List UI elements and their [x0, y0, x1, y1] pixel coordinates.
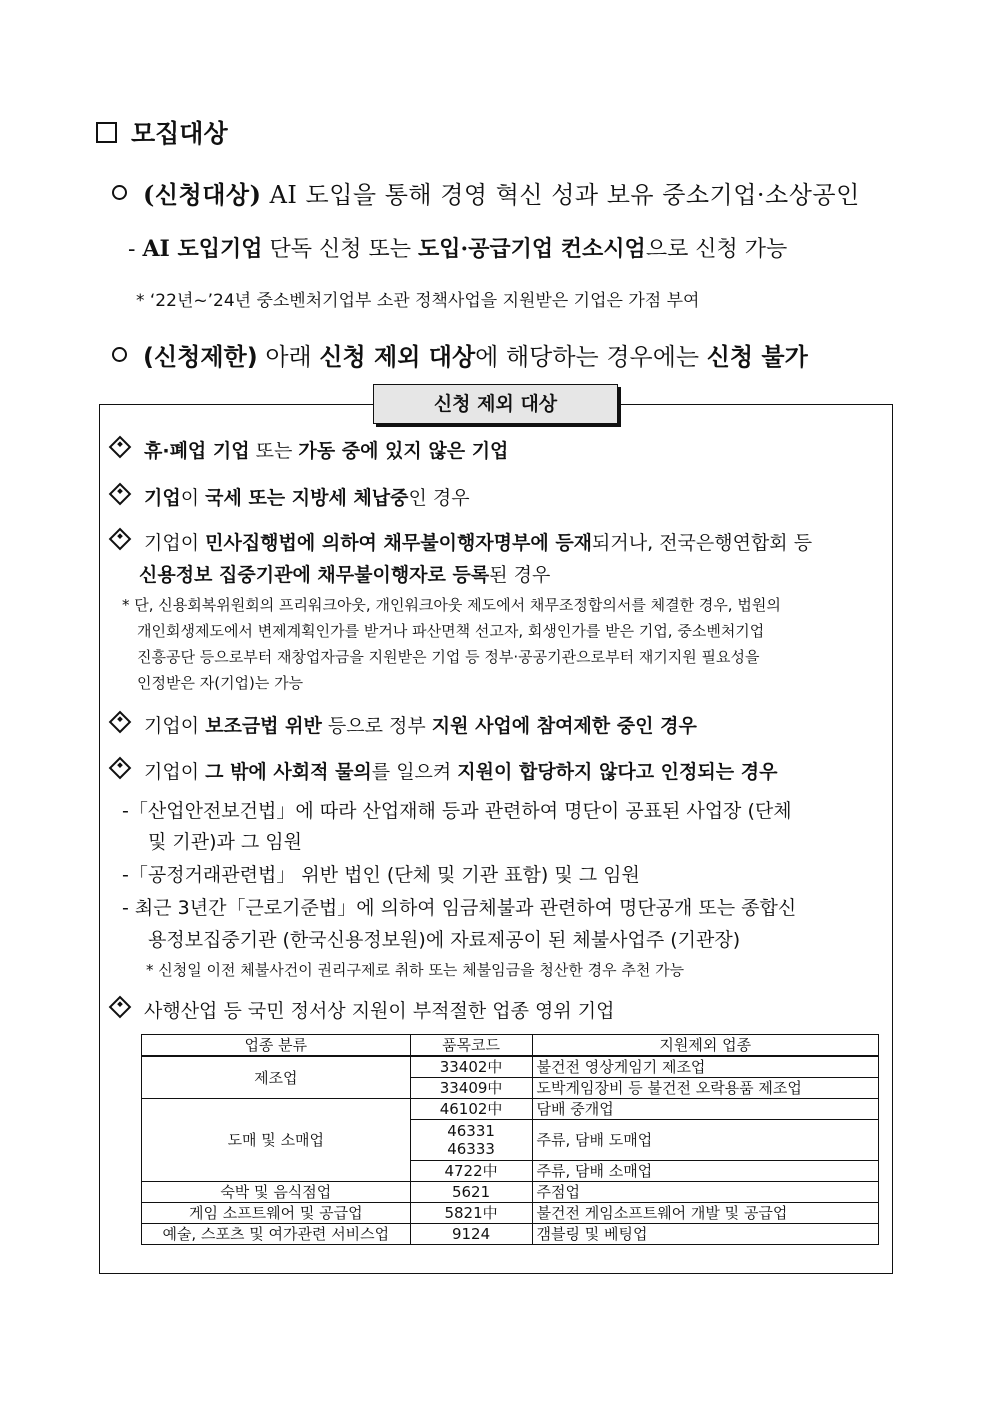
table-row: [142, 1182, 879, 1203]
cell-category: 게임 소프트웨어 및 공급업: [142, 1203, 411, 1224]
target-sub-bold-2: 도입·공급기업 컨소시엄: [417, 236, 646, 262]
limit-text-2: 에 해당하는 경우에는: [475, 343, 707, 371]
cell-industry: 불건전 게임소프트웨어 개발 및 공급업: [532, 1203, 879, 1224]
diamond-bullet-icon: [109, 483, 132, 506]
cell-code-line-1: 46331: [447, 1122, 495, 1140]
exclusion-title: 신청 제외 대상: [373, 384, 618, 424]
header-industry: 지원제외 업종: [532, 1035, 879, 1057]
exclusion-item-4: [108, 711, 697, 738]
cell-code: [410, 1120, 532, 1161]
item2-bold-1: 기업: [144, 487, 181, 509]
cell-code-line-2: 46333: [447, 1140, 495, 1158]
item4-bold-1: 보조금법 위반: [205, 715, 322, 737]
dash-marker: -: [128, 237, 143, 262]
table-header-row: [142, 1035, 879, 1057]
cell-category: 예술, 스포츠 및 여가관련 서비스업: [142, 1224, 411, 1245]
exclusion-item-3-cont: [139, 560, 550, 587]
diamond-bullet-icon: [109, 528, 132, 551]
sub-item-2: -「공정거래관련법」 위반 법인 (단체 및 기관 표함) 및 그 임원: [122, 864, 640, 886]
exclusion-item-1: [108, 436, 508, 463]
cell-industry: 주점업: [532, 1182, 879, 1203]
item5-text-1: 기업이: [144, 761, 206, 783]
exclusion-item-2: [108, 483, 470, 510]
item1-text-1: 또는: [249, 440, 299, 462]
target-line: [112, 175, 860, 210]
item3-bold-2: 신용정보 집중기관에 채무불이행자로 등록: [139, 564, 490, 586]
item2-text-2: 인 경우: [408, 487, 470, 509]
sub-item-note: * 신청일 이전 체불사건이 권리구제로 취하 또는 체불임금을 청산한 경우 추천 가능: [146, 961, 685, 979]
item3-text-3: 된 경우: [489, 564, 551, 586]
cell-code: 46102中: [410, 1099, 532, 1120]
sub-item-3-line-1: - 최근 3년간「근로기준법」에 의하여 임금체불과 관련하여 명단공개 또는 종합신: [122, 897, 797, 919]
cell-code: 33402中: [410, 1056, 532, 1078]
cell-industry: 갬블링 및 베팅업: [532, 1224, 879, 1245]
item4-bold-2: 지원 사업에 참여제한 중인 경우: [431, 715, 697, 737]
diamond-bullet-icon: [109, 711, 132, 734]
item5-text-2: 를 일으켜: [371, 761, 458, 783]
cell-category: 제조업: [142, 1056, 411, 1099]
diamond-bullet-icon: [109, 436, 132, 459]
diamond-bullet-icon: [109, 757, 132, 780]
target-sub: [128, 232, 787, 263]
exclusion-item-3: [108, 528, 812, 555]
table-row: [142, 1056, 879, 1078]
item1-bold-2: 가동 중에 있지 않은 기업: [298, 440, 509, 462]
target-note: * ‘22년~’24년 중소벤처기업부 소관 정책사업을 지원받은 기업은 가점 부여: [136, 291, 700, 311]
limit-bold-2: 신청 불가: [706, 343, 808, 371]
cell-industry: 담배 중개업: [532, 1099, 879, 1120]
limit-line: [112, 337, 808, 372]
item3-note-line-3: 진흥공단 등으로부터 재창업자금을 지원받은 기업 등 정부·공공기관으로부터 재기지원 필요성을: [137, 648, 760, 666]
sub-item-1-line-2: 및 기관)과 그 임원: [148, 831, 303, 853]
table-row: [142, 1203, 879, 1224]
table-row: [142, 1224, 879, 1245]
checkbox-square-icon: [96, 122, 117, 143]
header-category: 업종 분류: [142, 1035, 411, 1057]
limit-label: (신청제한): [143, 343, 258, 371]
item5-bold-2: 지원이 합당하지 않다고 인정되는 경우: [457, 761, 778, 783]
section-title: [96, 114, 228, 150]
limit-text-1: 아래: [257, 343, 320, 371]
item3-text-2: 되거나, 전국은행연합회 등: [592, 532, 813, 554]
cell-code: 5821中: [410, 1203, 532, 1224]
limit-bold-1: 신청 제외 대상: [319, 343, 476, 371]
cell-industry: 불건전 영상게임기 제조업: [532, 1056, 879, 1078]
item2-bold-2: 국세 또는 지방세 체납중: [205, 487, 409, 509]
exclusion-item-5: [108, 757, 777, 784]
circle-bullet-icon: [112, 347, 127, 362]
item3-text-1: 기업이: [144, 532, 206, 554]
item3-bold-1: 민사집행법에 의하여 채무불이행자명부에 등재: [205, 532, 593, 554]
section-title-text: 모집대상: [131, 119, 228, 148]
target-text: AI 도입을 통해 경영 혁신 성과 보유 중소기업·소상공인: [261, 181, 860, 209]
cell-category: 숙박 및 음식점업: [142, 1182, 411, 1203]
diamond-bullet-icon: [109, 996, 132, 1019]
target-sub-text-2: 으로 신청 가능: [645, 237, 788, 262]
cell-code: 5621: [410, 1182, 532, 1203]
cell-industry: 주류, 담배 도매업: [532, 1120, 879, 1161]
header-code: 품목코드: [410, 1035, 532, 1057]
item3-note-line-1: * 단, 신용회복위원회의 프리워크아웃, 개인워크아웃 제도에서 채무조정합의서를 체결한 경우, 법원의: [122, 596, 781, 614]
target-label: (신청대상): [143, 180, 262, 209]
cell-industry: 주류, 담배 소매업: [532, 1161, 879, 1182]
circle-bullet-icon: [112, 185, 127, 200]
item4-text-2: 등으로 정부: [321, 715, 432, 737]
cell-code: 4722中: [410, 1161, 532, 1182]
sub-item-3-line-2: 용정보집중기관 (한국신용정보원)에 자료제공이 된 체불사업주 (기관장): [148, 929, 741, 951]
sub-item-1-line-1: -「산업안전보건법」에 따라 산업재해 등과 관련하여 명단이 공표된 사업장 (단체: [122, 800, 792, 822]
item2-text-1: 이: [180, 487, 206, 509]
target-sub-bold-1: AI 도입기업: [142, 236, 263, 262]
cell-category: 도매 및 소매업: [142, 1099, 411, 1182]
item1-bold-1: 휴·폐업 기업: [144, 440, 250, 462]
item3-note-line-2: 개인회생제도에서 변제계획인가를 받거나 파산면책 선고자, 회생인가를 받은 기업, 중소벤처기업: [137, 622, 765, 640]
item5-bold-1: 그 밖에 사회적 물의: [205, 761, 372, 783]
industry-table: [141, 1034, 879, 1245]
item6-text: 사행산업 등 국민 정서상 지원이 부적절한 업종 영위 기업: [144, 1000, 615, 1022]
item3-note-line-4: 인정받은 자(기업)는 가능: [137, 674, 304, 692]
cell-code: 33409中: [410, 1078, 532, 1099]
exclusion-item-6: [108, 996, 614, 1023]
item4-text-1: 기업이: [144, 715, 206, 737]
target-sub-text-1: 단독 신청 또는: [262, 237, 418, 262]
cell-code: 9124: [410, 1224, 532, 1245]
table-row: [142, 1099, 879, 1120]
cell-industry: 도박게임장비 등 불건전 오락용품 제조업: [532, 1078, 879, 1099]
